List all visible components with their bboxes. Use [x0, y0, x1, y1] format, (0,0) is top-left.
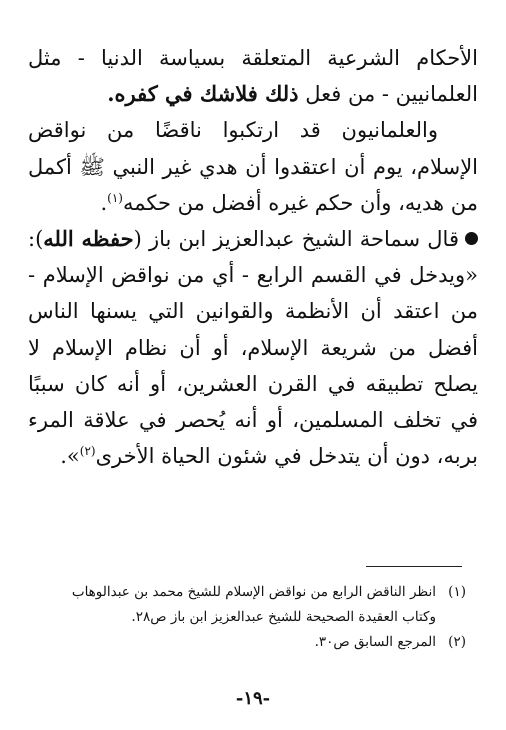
footnote-1-continuation [22, 605, 466, 630]
paragraph-1-bold-text: ذلك فلاشك في كفره. [107, 81, 299, 107]
footnotes [22, 580, 466, 655]
footnote-1-number: (١) [448, 584, 466, 600]
main-text [28, 40, 478, 474]
footnote-ref-2[interactable]: (٢) [79, 444, 96, 459]
footnote-2 [22, 630, 466, 655]
bullet-icon [465, 232, 478, 245]
footnote-1 [22, 580, 466, 605]
paragraph-3-honorific: حفظه الله [43, 226, 134, 252]
footnote-divider [366, 566, 462, 567]
footnote-2-text: المرجع السابق ص٣٠. [314, 634, 436, 650]
paragraph-2-text: والعلمانيون قد ارتكبوا ناقضًا من نواقض الإسلام، يوم أن اعتقدوا أن هدي غير النبي ﷺ أكمل من هديه، وأن حكم غيره أفضل من حكمه [28, 118, 478, 215]
footnote-ref-1[interactable]: (١) [107, 190, 123, 205]
footnote-2-number: (٢) [448, 634, 466, 650]
paragraph-3-end: ». [60, 444, 80, 469]
footnote-1-text: انظر الناقض الرابع من نواقض الإسلام للشيخ محمد بن عبدالوهاب [71, 584, 436, 600]
paragraph-2: والعلمانيون قد ارتكبوا ناقضًا من نواقض الإسلام، يوم أن اعتقدوا أن هدي غير النبي ﷺ أكمل من هديه، وأن حكم غيره أفضل من حكمه$^{(١)}$. [28, 118, 478, 215]
paragraph-3-quote: ): «ويدخل في القسم الرابع - أي من نواقض الإسلام - من اعتقد أن الأنظمة والقوانين التي يسنها الناس أفضل من شريعة الإسلام، أو أن نظام الإسلام لا يصلح تطبيقه في القرن العشرين، أو أنه كان سببًا في تخلف المسلمين، أو أنه يُحصر في علاقة المرء بربه، دون أن يتدخل في شئون الحياة الأخرى [28, 227, 478, 469]
footnote-1-text-2: وكتاب العقيدة الصحيحة للشيخ عبدالعزيز ابن باز ص٢٨. [131, 609, 436, 625]
paragraph-1-text: الأحكام الشرعية المتعلقة بسياسة الدنيا - مثل العلمانيين - من فعل [28, 46, 478, 107]
paragraph-3 [28, 221, 478, 474]
page-number: -١٩- [235, 688, 271, 709]
paragraph-3-text: قال سماحة الشيخ عبدالعزيز ابن باز ( [133, 227, 459, 252]
paragraph-1 [28, 40, 478, 112]
